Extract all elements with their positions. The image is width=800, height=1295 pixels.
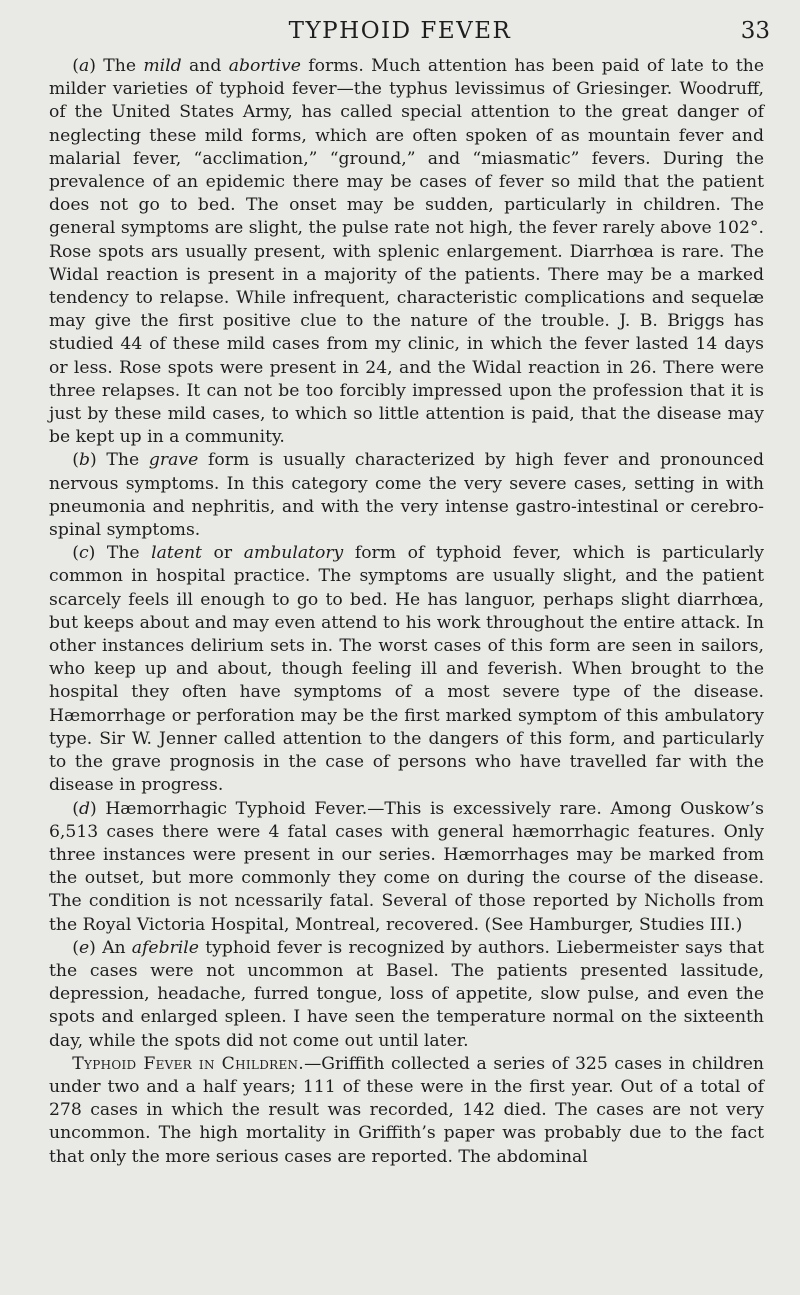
text-run: form is usually characterized by high fever and pronounced nervous symptoms. In this category come the very severe cases, setting in with pneumonia and nephritis, and with the very intense gastro-intestinal or cerebro-spinal symptoms.: [49, 450, 764, 541]
text-run: form of typhoid fever, which is particularly common in hospital practice. The symptoms are usually slight, and the patient scarcely feels ill enough to go to bed. He has languor, perhaps slight diarrhœa, but keeps about and may even attend to his work throughout the entire attack. In other instances delirium sets in. The worst cases of this form are seen in sailors, who keep up and about, though feeling ill and feverish. When brought to the hospital they often have symptoms of a most severe type of the disease. Hæmorrhage or perforation may be the first marked symptom of this ambulatory type. Sir W. Jenner called attention to the dangers of this form, and particularly to the grave prognosis in the case of persons who have travelled far with the disease in progress.: [49, 543, 764, 796]
italic-text: grave: [148, 450, 199, 471]
italic-text: abortive: [228, 56, 301, 76]
text-run: typhoid fever is recognized by authors. Liebermeister says that the cases were not uncommon at Basel. The patients presented lassitude, depression, headache, furred tongue, loss of appetite, slow pulse, and even the spots and enlarged spleen. I have seen the temperature normal on the sixteenth day, while the spots did not come out until later.: [49, 937, 764, 1051]
text-run: ) Hæmorrhagic Typhoid Fever.—This is excessively rare. Among Ouskow’s 6,513 cases there were 4 fatal cases with general hæmorrhagic features. Only three instances were present in our series. Hæmorrhages may be marked from the outset, but more commonly they come on during the course of the disease. The condition is not ncessarily fatal. Several of those reported by Nicholls from the Royal Victoria Hospital, Montreal, recovered. (See Hamburger, Studies III.): [49, 798, 764, 935]
text-run: ) The: [89, 450, 149, 471]
body-text: [49, 55, 764, 1169]
text-run: (: [72, 56, 79, 76]
italic-text: e: [78, 937, 90, 958]
page-number: 33: [740, 18, 770, 44]
italic-text: a: [78, 56, 90, 76]
page-header: [0, 8, 800, 48]
section-heading: Typhoid Fever in Children.: [72, 1053, 305, 1074]
italic-text: c: [78, 543, 89, 564]
italic-text: ambulatory: [243, 543, 344, 564]
italic-text: afebrile: [131, 937, 199, 958]
paragraph: [49, 1053, 764, 1169]
text-run: ) An: [89, 937, 132, 958]
text-run: and: [181, 56, 229, 76]
italic-text: b: [78, 450, 90, 471]
paragraph: [49, 55, 764, 449]
italic-text: latent: [151, 543, 202, 564]
paragraph: [49, 798, 764, 937]
text-run: ) The: [89, 56, 144, 76]
paragraph: [49, 937, 764, 1053]
italic-text: mild: [143, 56, 182, 76]
text-run: (: [72, 450, 79, 471]
text-run: (: [72, 937, 79, 958]
paragraph: [49, 449, 764, 542]
italic-text: d: [78, 798, 90, 819]
text-run: or: [201, 543, 244, 564]
text-run: —Griffith collected a series of 325 cases in children under two and a half years; 111 of these were in the first year. Out of a total of 278 cases in which the result was recorded, 142 died. The cases are not very uncommon. The high mortality in Griffith’s paper was probably due to the fact that only the more serious cases are reported. The abdominal: [49, 1053, 764, 1167]
text-run: (: [72, 543, 79, 564]
text-run: ) The: [88, 543, 152, 564]
paragraph: [49, 542, 764, 797]
text-run: forms. Much attention has been paid of late to the milder varieties of typhoid fever—the typhus levissimus of Griesinger. Woodruff, of the United States Army, has called special attention to the great danger of neglecting these mild forms, which are often spoken of as mountain fever and malarial fever, “acclimation,” “ground,” and “miasmatic” fevers. During the prevalence of an epidemic there may be cases of fever so mild that the patient does not go to bed. The onset may be sudden, particularly in children. The general symptoms are slight, the pulse rate not high, the fever rarely above 102°. Rose spots ars usually present, with splenic enlargement. Diarrhœa is rare. The Widal reaction is present in a majority of the patients. There may be a marked tendency to relapse. While infrequent, characteristic complications and sequelæ may give the first positive clue to the nature of the trouble. J. B. Briggs has studied 44 of these mild cases from my clinic, in which the fever lasted 14 days or less. Rose spots were present in 24, and the Widal reaction in 26. There were three relapses. It can not be too forcibly impressed upon the profession that it is just by these mild cases, to which so little attention is paid, that the disease may be kept up in a community.: [49, 56, 764, 448]
running-title: TYPHOID FEVER: [288, 18, 512, 44]
text-run: (: [72, 798, 79, 819]
